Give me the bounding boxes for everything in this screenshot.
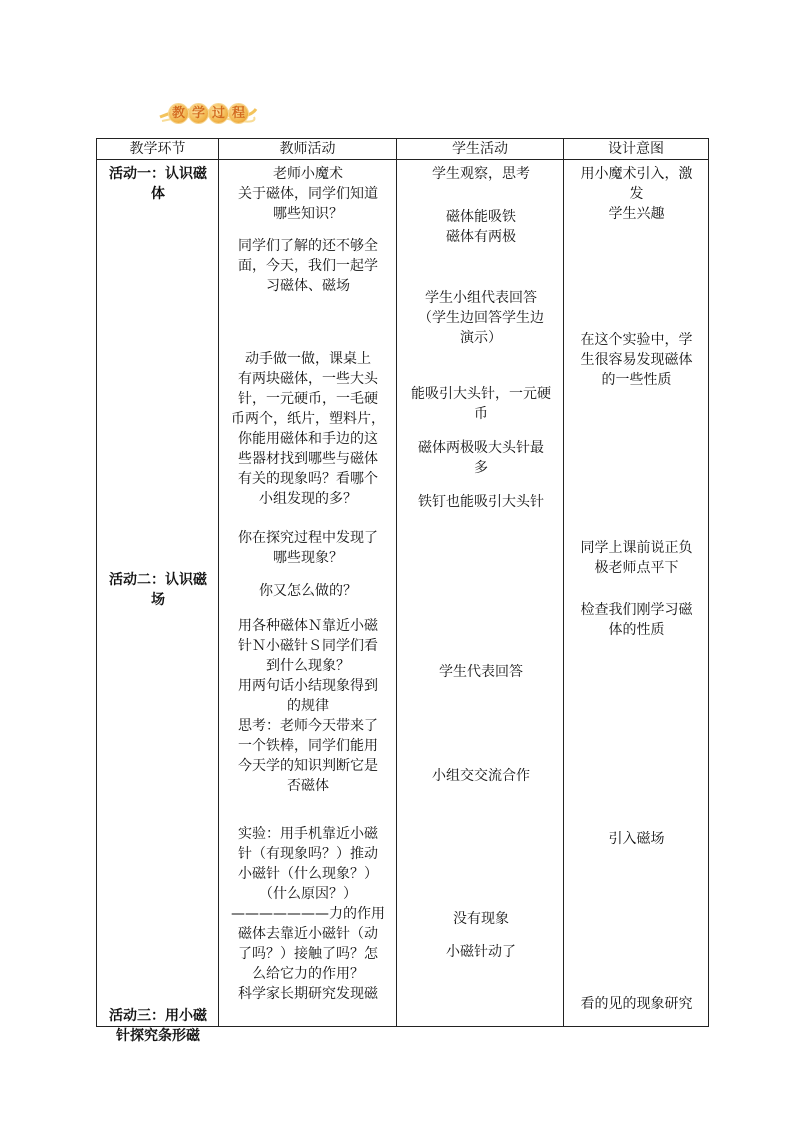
- text-line: 的规律: [287, 698, 329, 714]
- text-line: 磁体有两极: [446, 229, 516, 245]
- design-block: [567, 330, 706, 390]
- text-line: 实验：用手机靠近小磁: [238, 826, 378, 842]
- student-block: [401, 909, 561, 929]
- text-line: 动手做一做，课桌上: [245, 351, 371, 367]
- design-block: [567, 600, 706, 640]
- header-stage: 教学环节: [97, 139, 219, 160]
- text-line: 有关的现象吗？看哪个: [238, 471, 378, 487]
- text-line: （什么原因？）: [259, 886, 357, 902]
- teacher-block: [223, 528, 393, 568]
- text-line: 习磁体、磁场: [266, 278, 350, 294]
- student-block: [401, 207, 561, 247]
- text-line: 演示）: [460, 330, 502, 346]
- text-line: 到什么现象？: [266, 658, 350, 674]
- student-block: [401, 384, 561, 424]
- text-line: 体: [151, 186, 165, 202]
- text-line: 磁体能吸铁: [446, 209, 516, 225]
- text-line: 一个铁棒，同学们能用: [238, 738, 378, 754]
- text-line: 活动一：认识磁: [109, 166, 207, 182]
- text-line: 体的性质: [608, 622, 665, 638]
- stage-2: [103, 570, 213, 610]
- stage-3: [103, 1006, 213, 1046]
- badge-char: 程: [229, 104, 248, 123]
- text-line: 铁钉也能吸引大头针: [418, 494, 544, 510]
- text-line: 老师小魔术: [273, 166, 343, 182]
- design-block: [567, 829, 706, 849]
- header-teacher-activity: 教师活动: [219, 139, 397, 160]
- text-line: 小组交交流合作: [432, 768, 530, 784]
- student-block: [401, 662, 561, 682]
- lesson-process-table: [96, 138, 709, 1044]
- teacher-block: [223, 164, 393, 224]
- text-line: 你在探究过程中发现了: [238, 530, 378, 546]
- text-line: 引入磁场: [608, 831, 665, 847]
- teacher-block: [223, 349, 393, 509]
- text-line: 哪些现象？: [273, 550, 343, 566]
- text-line: 生很容易发现磁体: [580, 352, 693, 368]
- design-block: [567, 994, 706, 1014]
- text-line: 哪些知识？: [273, 206, 343, 222]
- table-body-row: [97, 160, 709, 1027]
- student-block: [401, 164, 561, 184]
- text-line: 针，一元硬币，一毛硬: [238, 391, 378, 407]
- text-line: 小组发现的多？: [259, 491, 357, 507]
- text-line: 小磁针（什么现象？）: [238, 866, 378, 882]
- text-line: 在这个实验中，学: [580, 332, 693, 348]
- text-line: 发: [629, 186, 644, 202]
- text-line: 针探究条形磁: [116, 1028, 200, 1044]
- text-line: 检查我们刚学习磁: [580, 602, 693, 618]
- design-block: [567, 164, 706, 224]
- text-line: 些器材找到哪些与磁体: [238, 451, 378, 467]
- section-badge: [158, 99, 258, 129]
- text-line: 多: [474, 460, 488, 476]
- text-line: 学生代表回答: [439, 664, 523, 680]
- text-line: 么给它力的作用？: [252, 966, 364, 982]
- text-line: 否磁体: [287, 778, 329, 794]
- design-block: [567, 538, 706, 578]
- text-line: 思考：老师今天带来了: [238, 718, 378, 734]
- badge-char: 学: [189, 104, 208, 123]
- student-block: [401, 438, 561, 478]
- text-line: 看的见的现象研究: [580, 996, 693, 1012]
- text-line: 学生兴趣: [608, 206, 665, 222]
- text-line: 同学上课前说正负: [580, 540, 693, 556]
- teacher-block: [223, 616, 393, 796]
- text-line: （学生边回答学生边: [418, 310, 544, 326]
- badge-char: 教: [169, 104, 188, 123]
- text-line: 学生小组代表回答: [425, 290, 537, 306]
- badge-char: 过: [209, 104, 228, 123]
- text-line: 极老师点平下: [594, 560, 679, 576]
- text-line: 针（有现象吗？）推动: [238, 846, 378, 862]
- text-line: 小磁针动了: [446, 944, 516, 960]
- text-line: 磁体两极吸大头针最: [418, 440, 544, 456]
- text-line: 的一些性质: [601, 372, 672, 388]
- text-line: 有两块磁体，一些大头: [238, 371, 378, 387]
- student-block: [401, 288, 561, 348]
- text-line: 关于磁体，同学们知道: [238, 186, 378, 202]
- stage-column: [97, 160, 218, 1044]
- student-column: [397, 160, 563, 1026]
- text-line: 能吸引大头针，一元硬: [411, 386, 551, 402]
- text-line: 针Ｎ小磁针Ｓ同学们看: [238, 638, 378, 654]
- teacher-block: [223, 824, 393, 1004]
- text-line: 活动三：用小磁: [109, 1008, 207, 1024]
- text-line: 用两句话小结现象得到: [238, 678, 378, 694]
- text-line: 你能用磁体和手边的这: [238, 431, 378, 447]
- teacher-block: [223, 236, 393, 296]
- student-block: [401, 492, 561, 512]
- text-line: 同学们了解的还不够全: [238, 238, 378, 254]
- text-line: 学生观察，思考: [432, 166, 530, 182]
- student-cell: [397, 160, 564, 1027]
- header-student-activity: 学生活动: [397, 139, 564, 160]
- design-column: [564, 160, 708, 1026]
- header-design-intent: 设计意图: [564, 139, 709, 160]
- text-line: 用小魔术引入，激: [580, 166, 693, 182]
- text-line: 你又怎么做的？: [259, 583, 357, 599]
- stage-1: [103, 164, 213, 204]
- text-line: 科学家长期研究发现磁: [238, 986, 378, 1002]
- student-block: [401, 942, 561, 962]
- design-cell: [564, 160, 709, 1027]
- text-line: 用各种磁体Ｎ靠近小磁: [238, 618, 378, 634]
- teacher-block: [223, 581, 393, 601]
- text-line: 没有现象: [453, 911, 509, 927]
- table-header-row: [97, 139, 709, 160]
- teacher-column: [219, 160, 396, 1026]
- text-line: 磁体去靠近小磁针（动: [238, 926, 378, 942]
- text-line: 今天学的知识判断它是: [238, 758, 378, 774]
- teacher-cell: [219, 160, 397, 1027]
- text-line: 币两个，纸片，塑料片，: [231, 411, 385, 427]
- text-line: 了吗？）接触了吗？怎: [238, 946, 378, 962]
- stage-cell: [97, 160, 219, 1044]
- text-line: 币: [474, 406, 488, 422]
- text-line: 面，今天，我们一起学: [238, 258, 378, 274]
- text-line: 场: [151, 592, 165, 608]
- text-line: ———————力的作用: [231, 906, 385, 922]
- text-line: 活动二：认识磁: [109, 572, 207, 588]
- student-block: [401, 766, 561, 786]
